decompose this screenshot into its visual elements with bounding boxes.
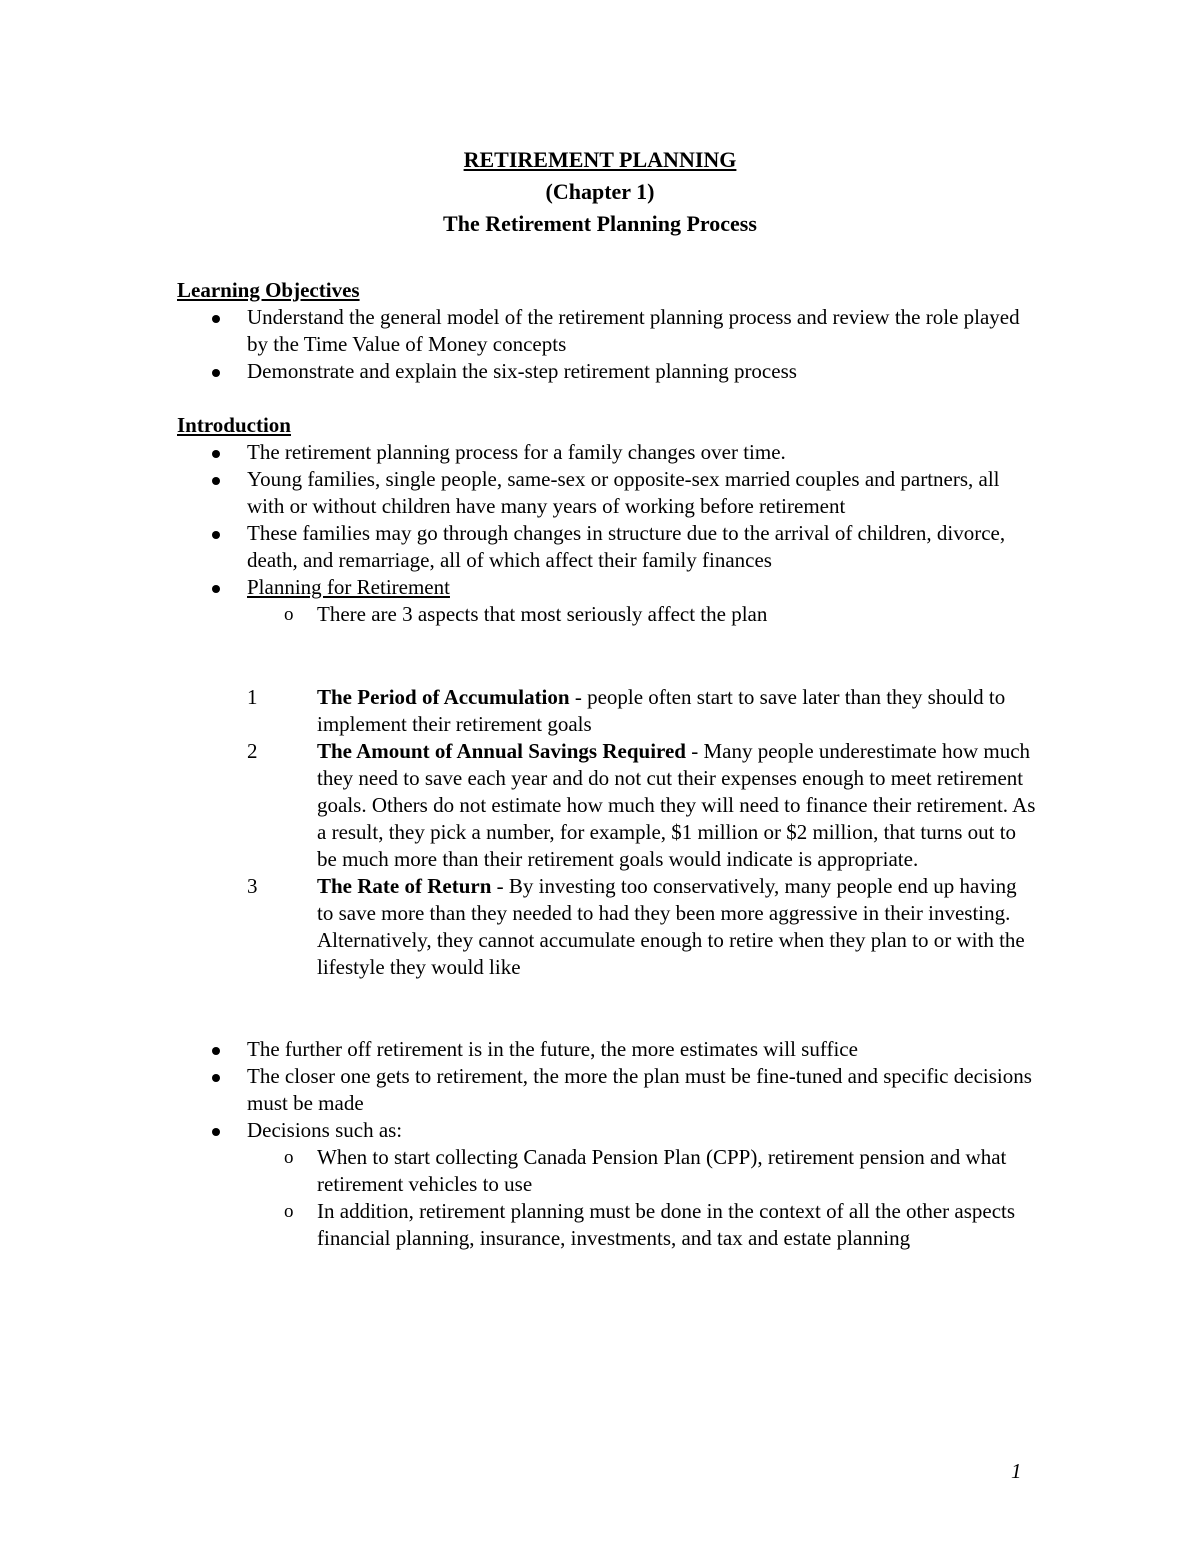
bullet-icon [212, 531, 220, 539]
list-item-text: The closer one gets to retirement, the more the plan must be fine-tuned and specific decisions must be made [247, 1064, 1032, 1115]
bullet-icon [212, 1047, 220, 1055]
list-item [0, 1117, 1037, 1144]
bullet-icon [212, 315, 220, 323]
bullet-icon [212, 450, 220, 458]
document-title: RETIREMENT PLANNING [463, 147, 737, 172]
list-item [0, 358, 1037, 385]
introduction-heading: Introduction [177, 413, 291, 437]
sub-list-item [0, 1144, 1037, 1198]
introduction-list [0, 439, 1200, 628]
list-item-text: Decisions such as: [247, 1118, 403, 1142]
bullet-icon [212, 1128, 220, 1136]
learning-objectives-heading: Learning Objectives [177, 278, 360, 302]
list-item-text: The further off retirement is in the future, the more estimates will suffice [247, 1037, 858, 1061]
bullet-icon [212, 369, 220, 377]
chapter-label: (Chapter 1) [545, 179, 655, 204]
aspect-number: 3 [247, 874, 258, 898]
chapter-title: The Retirement Planning Process [443, 211, 757, 236]
closing-list [0, 1036, 1200, 1252]
list-item [0, 1063, 1037, 1117]
list-item-text: Demonstrate and explain the six-step retirement planning process [247, 359, 797, 383]
aspect-title: The Rate of Return [317, 874, 492, 898]
hollow-bullet-icon: o [284, 604, 294, 625]
sub-list-item-text: When to start collecting Canada Pension Plan (CPP), retirement pension and what retirement vehicles to use [317, 1145, 1007, 1196]
sub-list-item [0, 1198, 1037, 1252]
aspect-number: 2 [247, 739, 258, 763]
aspect-title: The Amount of Annual Savings Required [317, 739, 686, 763]
aspect-item [0, 738, 1037, 873]
aspect-title: The Period of Accumulation [317, 685, 570, 709]
aspect-text: - By investing too conservatively, many people end up having to save more than they needed to had they been more aggressive in their investing. Alternatively, they cannot accumulate enough to retire when they plan to or with the lifestyle they would like [317, 874, 1025, 979]
list-item-text: Understand the general model of the retirement planning process and review the role played by the Time Value of Money concepts [247, 305, 1020, 356]
aspect-number: 1 [247, 685, 258, 709]
aspect-text: - Many people underestimate how much they need to save each year and do not cut their expenses enough to meet retirement goals. Others do not estimate how much they will need to finance their retirement. As a result, they pick a number, for example, $1 million or $2 million, that turns out to be much more than their retirement goals would indicate is appropriate. [317, 739, 1036, 871]
aspect-item [0, 684, 1037, 738]
bullet-icon [212, 1074, 220, 1082]
hollow-bullet-icon: o [284, 1147, 294, 1168]
page-number: 1 [1011, 1459, 1022, 1483]
list-item [0, 1036, 1037, 1063]
planning-for-retirement-label: Planning for Retirement [247, 575, 450, 599]
list-item [0, 466, 1037, 520]
title-block [0, 144, 1200, 240]
aspect-item [0, 873, 1037, 981]
list-item-text: Young families, single people, same-sex or opposite-sex married couples and partners, all with or without children have many years of working before retirement [247, 467, 1000, 518]
list-item [0, 304, 1037, 358]
bullet-icon [212, 585, 220, 593]
bullet-icon [212, 477, 220, 485]
aspects-list [0, 684, 1200, 981]
sub-list-item-text: There are 3 aspects that most seriously affect the plan [317, 602, 768, 626]
sub-list-item-text: In addition, retirement planning must be done in the context of all the other aspects financial planning, insurance, investments, and tax and estate planning [317, 1199, 1016, 1250]
hollow-bullet-icon: o [284, 1201, 294, 1222]
list-item-text: These families may go through changes in structure due to the arrival of children, divorce, death, and remarriage, all of which affect their family finances [247, 521, 1006, 572]
aspect-text: - people often start to save later than they should to implement their retirement goals [317, 685, 1006, 736]
learning-objectives-list [0, 304, 1200, 385]
sub-list-item [0, 601, 1037, 628]
list-item [0, 520, 1037, 574]
list-item-text: The retirement planning process for a family changes over time. [247, 440, 786, 464]
list-item [0, 574, 1037, 601]
list-item [0, 439, 1037, 466]
